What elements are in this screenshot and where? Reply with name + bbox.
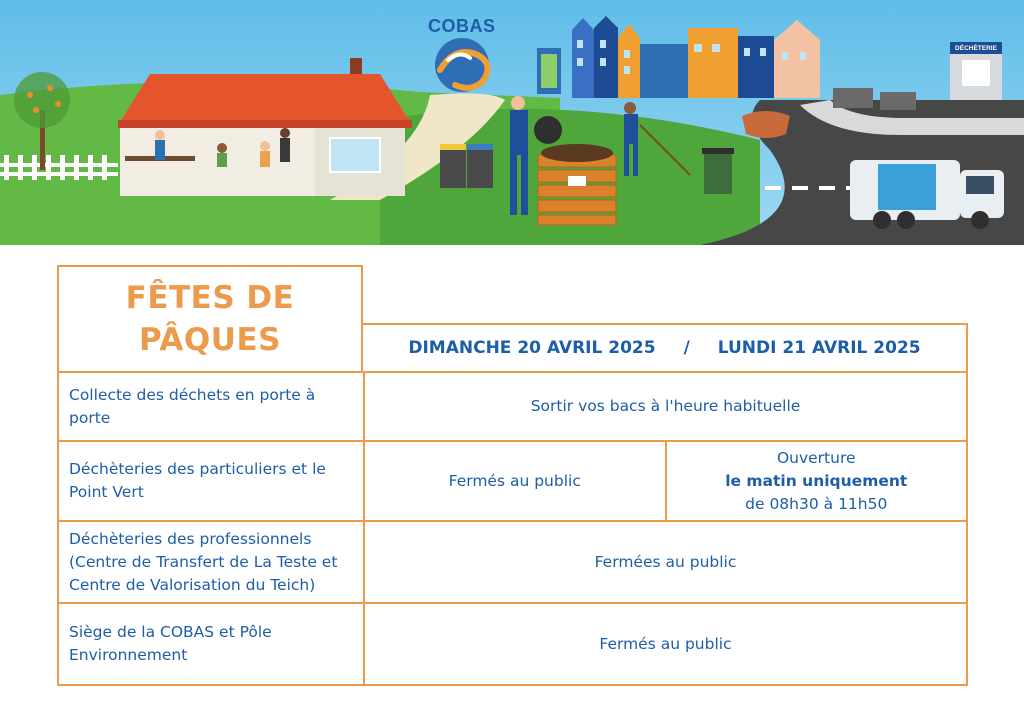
cobas-logo-text: COBAS	[428, 16, 496, 36]
date-monday: LUNDI 21 AVRIL 2025	[717, 338, 921, 358]
dechetterie-sign: DÉCHÈTERIE	[955, 45, 997, 52]
date-sunday: DIMANCHE 20 AVRIL 2025	[408, 338, 656, 358]
schedule-title: FÊTES DE PÂQUES	[125, 280, 295, 358]
house-window	[330, 138, 380, 172]
table-row-decheteries-particuliers	[57, 442, 968, 522]
date-separator: /	[683, 338, 690, 358]
opening-hours: de 08h30 à 11h50	[745, 494, 888, 513]
basket	[742, 111, 790, 138]
green-waste-bin	[704, 152, 732, 194]
table-row-siege-cobas	[57, 604, 968, 686]
tree-foliage	[14, 72, 70, 128]
row-value: Fermés au public	[599, 634, 732, 653]
row-value: Fermées au public	[594, 552, 737, 571]
compost-crate	[538, 155, 616, 225]
opening-line-1: Ouverture	[776, 448, 856, 467]
row-value-sunday: Fermés au public	[365, 442, 667, 520]
table-row-collecte	[57, 373, 968, 442]
compost-heap	[541, 144, 613, 162]
header-illustration	[0, 0, 1024, 245]
row-value: Sortir vos bacs à l'heure habituelle	[530, 397, 801, 415]
house-roof	[120, 74, 410, 122]
row-label: Déchèteries des particuliers et le Point Vert	[59, 442, 365, 520]
row-label: Déchèteries des professionnels (Centre de Transfert de La Teste et Centre de Valorisation du Teich)	[59, 522, 365, 602]
schedule-title-cell	[57, 265, 363, 373]
trash-bin-grey	[440, 148, 466, 188]
row-label: Collecte des déchets en porte à porte	[59, 373, 365, 440]
garbage-truck	[850, 160, 1004, 229]
row-label: Siège de la COBAS et Pôle Environnement	[59, 604, 365, 684]
trash-bin-blue	[467, 148, 493, 188]
planter-2	[880, 92, 916, 110]
date-header	[361, 323, 968, 373]
town-scene-illustration	[0, 0, 1024, 245]
opening-line-2: le matin uniquement	[725, 471, 908, 490]
cobas-logo-icon	[435, 38, 489, 92]
table-row-decheteries-professionnels	[57, 522, 968, 604]
row-value-monday	[667, 442, 967, 520]
planter-1	[833, 88, 873, 108]
